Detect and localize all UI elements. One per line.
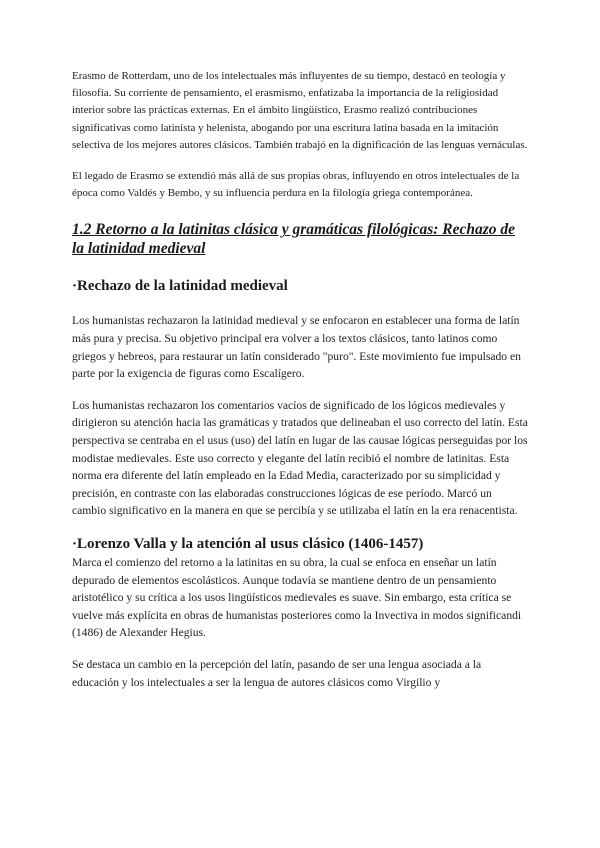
paragraph-rechazo-2: Los humanistas rechazaron los comentarios vacíos de significado de los lógicos medievales y dirigieron su atención hacia las gramáticas y tratados que delineaban el uso correcto del latín. Esta perspectiva se centraba en el usus (uso) del latín en lugar de las causae lógicas perseguidas por los modistae medievales. Este uso correcto y elegante del latín recibió el nombre de latinitas. Esta norma era diferente del latín empleado en la Edad Media, caracterizado por su simplicidad y precisión, en contraste con las elaboradas construcciones lógicas de ese período. Marcó un cambio significativo en la manera en que se percibía y se utilizaba el latín en la era renacentista. (72, 398, 528, 518)
bullet-icon: · (72, 535, 78, 552)
paragraph-valla-2: Se destaca un cambio en la percepción del latín, pasando de ser una lengua asociada a la educación y los intelectuales a ser la lengua de autores clásicos como Virgilio y (72, 657, 482, 689)
intro-paragraph-legado: El legado de Erasmo se extendió más allá de sus propias obras, influyendo en otros intelectuales de la época como Valdés y Bembo, y su influencia perdura en la filología griega contemporánea. (72, 170, 520, 200)
subsection-title: Rechazo de la latinidad medieval (77, 278, 288, 295)
section-heading: 1.2 Retorno a la latinitas clásica y gramáticas filológicas: Rechazo de la latinidad medieval (72, 221, 516, 258)
subsection-title: Lorenzo Valla y la atención al usus clásico (1406-1457) (77, 535, 424, 552)
intro-paragraph-erasmo: Erasmo de Rotterdam, uno de los intelectuales más influyentes de su tiempo, destacó en teología y filosofía. Su corriente de pensamiento, el erasmismo, enfatizaba la importancia de la religiosidad interior sobre las prácticas externas. En el ámbito lingüístico, Erasmo realizó contribuciones significativas como latinista y helenista, abogando por una escritura latina basada en la imitación selectiva de los mejores autores clásicos. También trabajó en la dignificación de las lenguas vernáculas. (72, 70, 528, 151)
bullet-icon: · (72, 278, 78, 295)
subsection-heading-rechazo (72, 276, 528, 296)
paragraph-rechazo-1: Los humanistas rechazaron la latinidad medieval y se enfocaron en establecer una forma de latín más pura y precisa. Su objetivo principal era volver a los textos clásicos, tanto latinos como griegos y hebreos, para restaurar un latín considerado "puro". Este movimiento fue impulsado en parte por la exigencia de figuras como Escalígero. (72, 314, 521, 381)
paragraph-valla-1: Marca el comienzo del retorno a la latinitas en su obra, la cual se enfoca en enseñar un latín depurado de elementos escolásticos. Aunque todavía se mantiene dentro de un pensamiento aristotélico y su crítica a los usos lingüísticos medievales es suave. Sin embargo, esta crítica se vuelve más explícita en obras de humanistas posteriores como la Invectiva in modos significandi (1486) de Alexander Hegius. (72, 555, 522, 640)
document-page (72, 68, 528, 691)
subsection-heading-valla (72, 534, 528, 554)
